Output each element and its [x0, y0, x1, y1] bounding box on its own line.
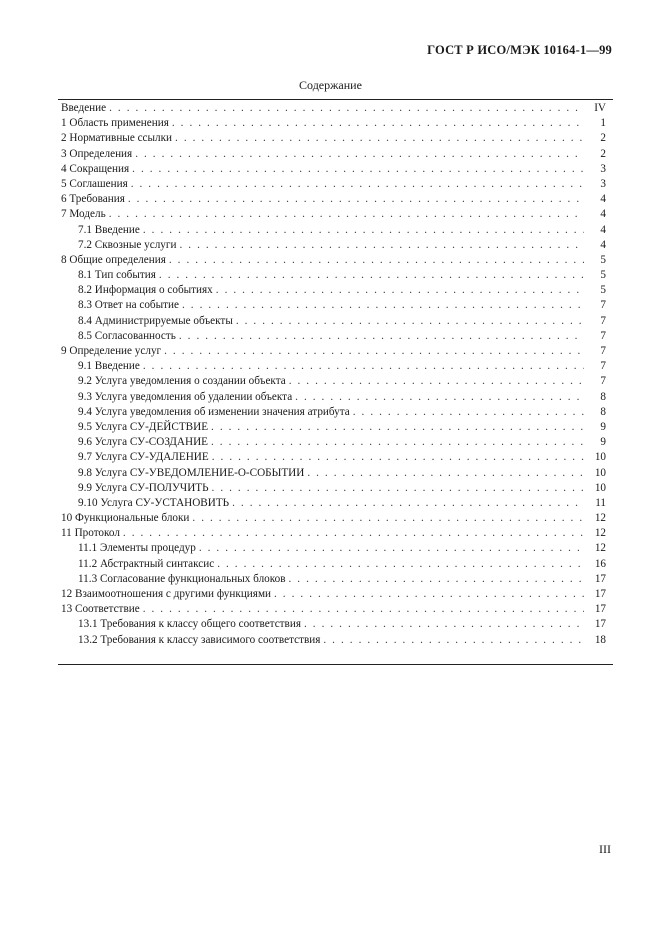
- toc-entry-page: 5: [600, 253, 606, 266]
- toc-entry-page: 7: [600, 375, 606, 388]
- toc-entry-page: 16: [594, 557, 606, 570]
- toc-entry[interactable]: [61, 405, 606, 420]
- toc-leader-dots: [135, 147, 584, 162]
- toc-entry-page: 12: [594, 512, 606, 525]
- toc-entry[interactable]: [61, 268, 606, 283]
- toc-entry[interactable]: [61, 101, 606, 116]
- toc-entry-label: 9 Определение услуг: [61, 345, 162, 357]
- toc-entry-page: 17: [594, 603, 606, 616]
- toc-entry-page: 12: [594, 527, 606, 540]
- toc-entry-label: 11.3 Согласование функциональных блоков: [78, 572, 286, 585]
- top-rule: [58, 99, 613, 100]
- toc-entry-label: 7 Модель: [61, 208, 106, 221]
- toc-entry-label: 2 Нормативные ссылки: [61, 132, 173, 145]
- toc-entry[interactable]: [61, 420, 606, 435]
- toc-entry-page: 4: [600, 208, 606, 221]
- toc-leader-dots: [212, 481, 584, 496]
- toc-entry-page: 10: [594, 466, 606, 479]
- toc-entry-page: 10: [594, 481, 606, 494]
- toc-entry[interactable]: [61, 162, 606, 177]
- toc-entry[interactable]: [61, 147, 606, 162]
- toc-entry[interactable]: [61, 450, 606, 465]
- toc-entry-label: 9.10 Услуга СУ-УСТАНОВИТЬ: [78, 496, 230, 509]
- toc-entry-page: 4: [600, 193, 606, 206]
- toc-entry[interactable]: [61, 481, 606, 496]
- toc-leader-dots: [236, 314, 584, 329]
- toc-leader-dots: [179, 238, 584, 253]
- toc-entry[interactable]: [61, 283, 606, 298]
- toc-entry-label: 9.4 Услуга уведомления об изменении значения атрибута: [78, 405, 350, 418]
- toc-entry-page: 5: [600, 269, 606, 282]
- toc-leader-dots: [143, 602, 584, 617]
- toc-entry[interactable]: [61, 298, 606, 313]
- toc-entry-page: 7: [600, 299, 606, 312]
- toc-entry-label: 7.2 Сквозные услуги: [78, 238, 177, 251]
- toc-entry[interactable]: [61, 557, 606, 572]
- toc-entry[interactable]: [61, 572, 606, 587]
- toc-leader-dots: [216, 283, 584, 298]
- toc-leader-dots: [211, 420, 584, 435]
- toc-entry-label: 9.6 Услуга СУ-СОЗДАНИЕ: [78, 436, 208, 449]
- toc-leader-dots: [109, 101, 584, 116]
- toc-entry-page: 4: [600, 223, 606, 236]
- toc-entry-page: 17: [594, 572, 606, 585]
- toc-leader-dots: [164, 344, 584, 359]
- toc-entry-label: 3 Определения: [61, 147, 133, 160]
- toc-leader-dots: [131, 177, 584, 192]
- toc-entry[interactable]: [61, 116, 606, 131]
- toc-entry[interactable]: [61, 359, 606, 374]
- page-title: Содержание: [299, 78, 362, 92]
- toc-entry-label: 11.1 Элементы процедур: [78, 542, 196, 555]
- toc-entry[interactable]: [61, 617, 606, 632]
- toc-leader-dots: [159, 268, 584, 283]
- toc-entry[interactable]: [61, 466, 606, 481]
- toc-leader-dots: [172, 116, 584, 131]
- toc-entry-page: 3: [600, 162, 606, 175]
- toc-entry-label: 10 Функциональные блоки: [61, 512, 190, 525]
- toc-entry-label: 6 Требования: [61, 193, 125, 206]
- toc-leader-dots: [211, 435, 584, 450]
- toc-entry-label: 8.4 Администрируемые объекты: [78, 314, 233, 327]
- toc-entry-page: 11: [595, 496, 606, 509]
- toc-entry-page: 7: [600, 360, 606, 373]
- toc-entry-page: 9: [600, 420, 606, 433]
- toc-entry-page: 17: [594, 588, 606, 600]
- toc-leader-dots: [128, 192, 584, 207]
- toc-entry[interactable]: [61, 435, 606, 450]
- toc-leader-dots: [295, 390, 584, 405]
- toc-leader-dots: [179, 329, 584, 344]
- toc-entry-page: 7: [600, 345, 606, 357]
- toc-leader-dots: [123, 526, 584, 541]
- bottom-rule: [58, 664, 613, 665]
- toc-entry-page: 4: [600, 238, 606, 251]
- toc-leader-dots: [274, 587, 584, 602]
- toc-entry[interactable]: [61, 223, 606, 238]
- toc-entry-page: 8: [600, 390, 606, 403]
- toc-leader-dots: [289, 374, 584, 389]
- toc-entry-label: 9.3 Услуга уведомления об удалении объекта: [78, 390, 293, 403]
- toc-leader-dots: [307, 466, 584, 481]
- toc-entry-label: 4 Сокращения: [61, 162, 130, 175]
- toc-leader-dots: [304, 617, 584, 632]
- toc-entry[interactable]: [61, 131, 606, 146]
- document-id-header: ГОСТ Р ИСО/МЭК 10164-1—99: [427, 43, 612, 57]
- toc-leader-dots: [182, 298, 584, 313]
- toc-entry-label: 13 Соответствие: [61, 603, 140, 616]
- toc-leader-dots: [217, 557, 584, 572]
- toc-entry-label: 11 Протокол: [61, 527, 120, 540]
- toc-entry[interactable]: [61, 390, 606, 405]
- toc-entry-label: 13.1 Требования к классу общего соответствия: [78, 618, 301, 631]
- toc-entry[interactable]: [61, 192, 606, 207]
- toc-entry-label: 9.2 Услуга уведомления о создании объекта: [78, 375, 286, 388]
- toc-entry-label: 9.5 Услуга СУ-ДЕЙСТВИЕ: [78, 420, 209, 433]
- toc-entry[interactable]: [61, 207, 606, 222]
- toc-entry[interactable]: [61, 633, 606, 648]
- toc-entry-label: 1 Область применения: [61, 117, 169, 130]
- toc-entry-label: 8.2 Информация о событиях: [78, 284, 213, 297]
- toc-entry-label: 8 Общие определения: [61, 253, 166, 266]
- toc-entry[interactable]: [61, 374, 606, 389]
- toc-entry-label: 9.8 Услуга СУ-УВЕДОМЛЕНИЕ-О-СОБЫТИИ: [78, 466, 305, 479]
- toc-entry[interactable]: [61, 253, 606, 268]
- toc-entry-label: 11.2 Абстрактный синтаксис: [78, 557, 215, 570]
- toc-entry[interactable]: [61, 238, 606, 253]
- toc-leader-dots: [143, 223, 584, 238]
- toc-entry[interactable]: [61, 602, 606, 617]
- toc-entry-page: 3: [600, 177, 606, 190]
- toc-entry-label: 7.1 Введение: [78, 223, 140, 236]
- toc-entry[interactable]: [61, 314, 606, 329]
- toc-entry[interactable]: [61, 541, 606, 556]
- toc-entry-page: 5: [600, 284, 606, 297]
- toc-leader-dots: [323, 633, 584, 648]
- toc-entry-label: 9.1 Введение: [78, 360, 140, 373]
- toc-leader-dots: [192, 511, 584, 526]
- table-of-contents: [61, 101, 606, 648]
- toc-entry-page: 7: [600, 329, 606, 342]
- toc-entry[interactable]: [61, 344, 606, 359]
- toc-entry-label: 8.5 Согласованность: [78, 329, 176, 342]
- toc-entry-page: 10: [594, 451, 606, 464]
- toc-entry-page: 2: [600, 132, 606, 145]
- toc-entry[interactable]: [61, 177, 606, 192]
- toc-entry-label: 9.9 Услуга СУ-ПОЛУЧИТЬ: [78, 481, 209, 494]
- toc-leader-dots: [109, 207, 584, 222]
- toc-entry-page: 2: [600, 147, 606, 160]
- toc-entry[interactable]: [61, 329, 606, 344]
- toc-entry[interactable]: [61, 511, 606, 526]
- toc-leader-dots: [212, 450, 584, 465]
- toc-entry-page: 17: [594, 618, 606, 631]
- toc-entry-page: 8: [600, 405, 606, 418]
- toc-leader-dots: [353, 405, 584, 420]
- toc-entry-label: 12 Взаимоотношения с другими функциями: [61, 588, 272, 600]
- toc-entry-page: IV: [594, 102, 606, 114]
- toc-entry-label: 8.3 Ответ на событие: [78, 299, 179, 312]
- toc-entry[interactable]: [61, 587, 606, 602]
- toc-leader-dots: [199, 541, 584, 556]
- toc-entry-page: 1: [600, 117, 606, 130]
- toc-entry-label: 8.1 Тип события: [78, 269, 156, 282]
- toc-entry-label: 9.7 Услуга СУ-УДАЛЕНИЕ: [78, 451, 209, 464]
- toc-entry-page: 12: [594, 542, 606, 555]
- toc-entry-page: 9: [600, 436, 606, 449]
- toc-entry-page: 18: [594, 633, 606, 646]
- toc-entry-label: Введение: [61, 102, 107, 114]
- toc-leader-dots: [289, 572, 585, 587]
- toc-entry-page: 7: [600, 314, 606, 327]
- toc-entry[interactable]: [61, 496, 606, 511]
- toc-entry[interactable]: [61, 526, 606, 541]
- toc-leader-dots: [175, 131, 584, 146]
- toc-leader-dots: [169, 253, 584, 268]
- toc-entry-label: 13.2 Требования к классу зависимого соответствия: [78, 633, 321, 646]
- page-number: III: [599, 842, 611, 856]
- toc-leader-dots: [132, 162, 584, 177]
- toc-entry-label: 5 Соглашения: [61, 177, 128, 190]
- toc-leader-dots: [143, 359, 584, 374]
- toc-leader-dots: [232, 496, 584, 511]
